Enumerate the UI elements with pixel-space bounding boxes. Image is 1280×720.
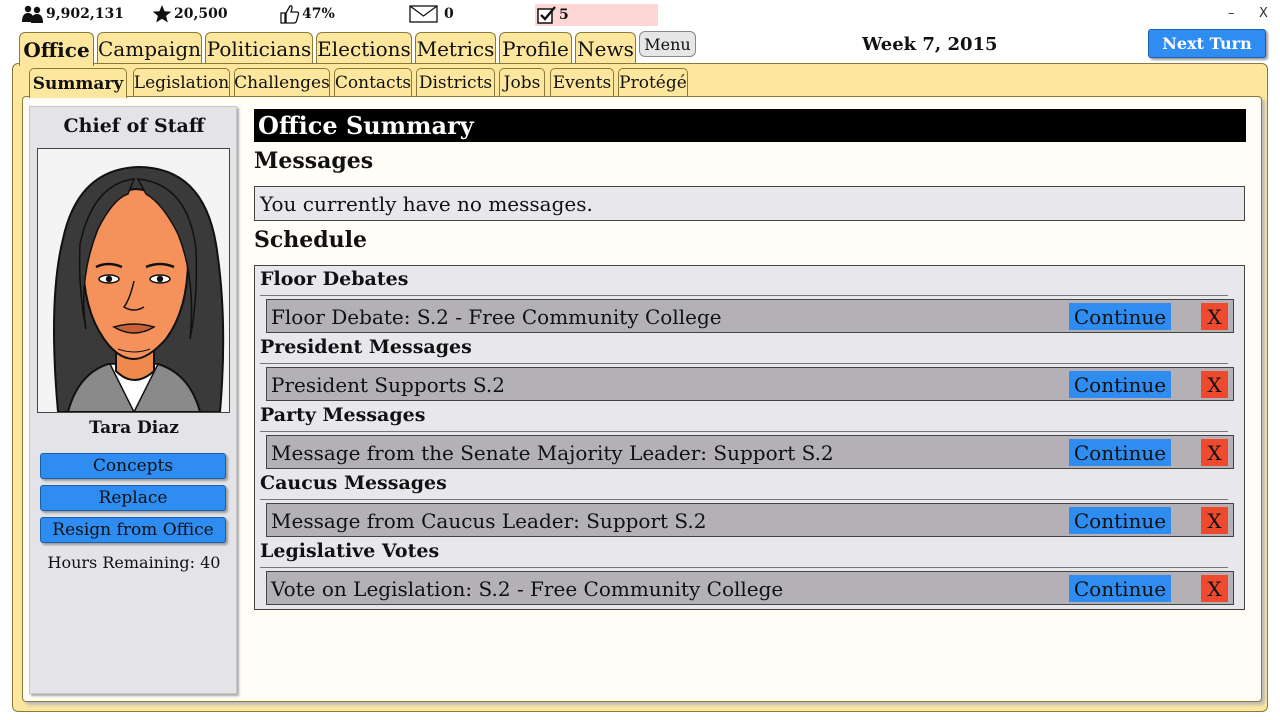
voters-value: 9,902,131 <box>46 6 124 22</box>
messages-title: Messages <box>254 148 374 174</box>
portrait-illustration <box>38 149 229 412</box>
voters-stat[interactable] <box>22 4 124 24</box>
subtab-districts[interactable]: Districts <box>416 68 495 96</box>
subtab-legislation[interactable]: Legislation <box>133 68 230 96</box>
schedule-item <box>266 503 1234 537</box>
tasks-stat[interactable] <box>535 4 658 26</box>
stats-bar <box>0 0 1280 28</box>
subtab-events[interactable]: Events <box>550 68 614 96</box>
tab-politicians[interactable]: Politicians <box>205 32 313 64</box>
group-title-legislative-votes: Legislative Votes <box>260 540 1228 568</box>
schedule-box <box>254 265 1245 610</box>
group-title-caucus-messages: Caucus Messages <box>260 472 1228 500</box>
subtab-challenges[interactable]: Challenges <box>234 68 330 96</box>
schedule-item-text: Vote on Legislation: S.2 - Free Community College <box>271 577 784 601</box>
page-title: Office Summary <box>254 109 1246 142</box>
menu-button[interactable]: Menu <box>639 31 696 57</box>
continue-button[interactable]: Continue <box>1069 371 1171 398</box>
schedule-item <box>266 299 1234 333</box>
envelope-icon <box>409 5 439 23</box>
approval-stat[interactable] <box>280 4 335 24</box>
approval-value: 47% <box>302 6 335 22</box>
tab-news[interactable]: News <box>575 32 636 64</box>
schedule-item-text: Floor Debate: S.2 - Free Community College <box>271 305 722 329</box>
thumbs-up-icon <box>280 4 300 24</box>
mail-value: 0 <box>444 6 454 22</box>
mail-stat[interactable] <box>409 4 454 24</box>
dismiss-button[interactable]: X <box>1201 303 1228 330</box>
staff-name: Tara Diaz <box>89 418 179 438</box>
tab-office[interactable]: Office <box>19 32 94 66</box>
dismiss-button[interactable]: X <box>1201 575 1228 602</box>
star-icon <box>152 4 172 24</box>
schedule-item <box>266 571 1234 605</box>
tab-profile[interactable]: Profile <box>499 32 572 64</box>
fame-value: 20,500 <box>174 6 228 22</box>
checkbox-icon <box>537 6 557 24</box>
subtab-protege[interactable]: Protégé <box>618 68 688 96</box>
tab-campaign[interactable]: Campaign <box>97 32 202 64</box>
week-label: Week 7, 2015 <box>862 34 998 55</box>
dismiss-button[interactable]: X <box>1201 371 1228 398</box>
close-button[interactable]: X <box>1259 6 1268 21</box>
dismiss-button[interactable]: X <box>1201 507 1228 534</box>
hours-remaining: Hours Remaining: 40 <box>47 553 221 572</box>
subtab-contacts[interactable]: Contacts <box>334 68 412 96</box>
schedule-item-text: President Supports S.2 <box>271 373 505 397</box>
chief-of-staff-panel <box>29 106 237 694</box>
tab-metrics[interactable]: Metrics <box>415 32 496 64</box>
schedule-item-text: Message from the Senate Majority Leader: Support S.2 <box>271 441 834 465</box>
tasks-value: 5 <box>559 7 569 23</box>
schedule-title: Schedule <box>254 227 368 253</box>
next-turn-button[interactable]: Next Turn <box>1148 29 1266 58</box>
messages-box: You currently have no messages. <box>254 186 1245 221</box>
office-summary <box>246 102 1256 694</box>
continue-button[interactable]: Continue <box>1069 507 1171 534</box>
schedule-item <box>266 435 1234 469</box>
tab-elections[interactable]: Elections <box>316 32 412 64</box>
fame-stat[interactable] <box>152 4 228 24</box>
group-title-party-messages: Party Messages <box>260 404 1228 432</box>
staff-title: Chief of Staff <box>63 115 205 137</box>
people-icon <box>22 5 44 23</box>
continue-button[interactable]: Continue <box>1069 575 1171 602</box>
continue-button[interactable]: Continue <box>1069 303 1171 330</box>
replace-button[interactable]: Replace <box>40 485 226 511</box>
concepts-button[interactable]: Concepts <box>40 453 226 479</box>
resign-button[interactable]: Resign from Office <box>40 517 226 543</box>
minimize-button[interactable]: – <box>1228 6 1235 21</box>
schedule-item-text: Message from Caucus Leader: Support S.2 <box>271 509 707 533</box>
group-title-floor-debates: Floor Debates <box>260 268 1228 296</box>
subtab-summary[interactable]: Summary <box>29 68 127 98</box>
schedule-item <box>266 367 1234 401</box>
continue-button[interactable]: Continue <box>1069 439 1171 466</box>
subtab-jobs[interactable]: Jobs <box>499 68 545 96</box>
group-title-president-messages: President Messages <box>260 336 1228 364</box>
dismiss-button[interactable]: X <box>1201 439 1228 466</box>
staff-portrait[interactable] <box>37 148 230 413</box>
